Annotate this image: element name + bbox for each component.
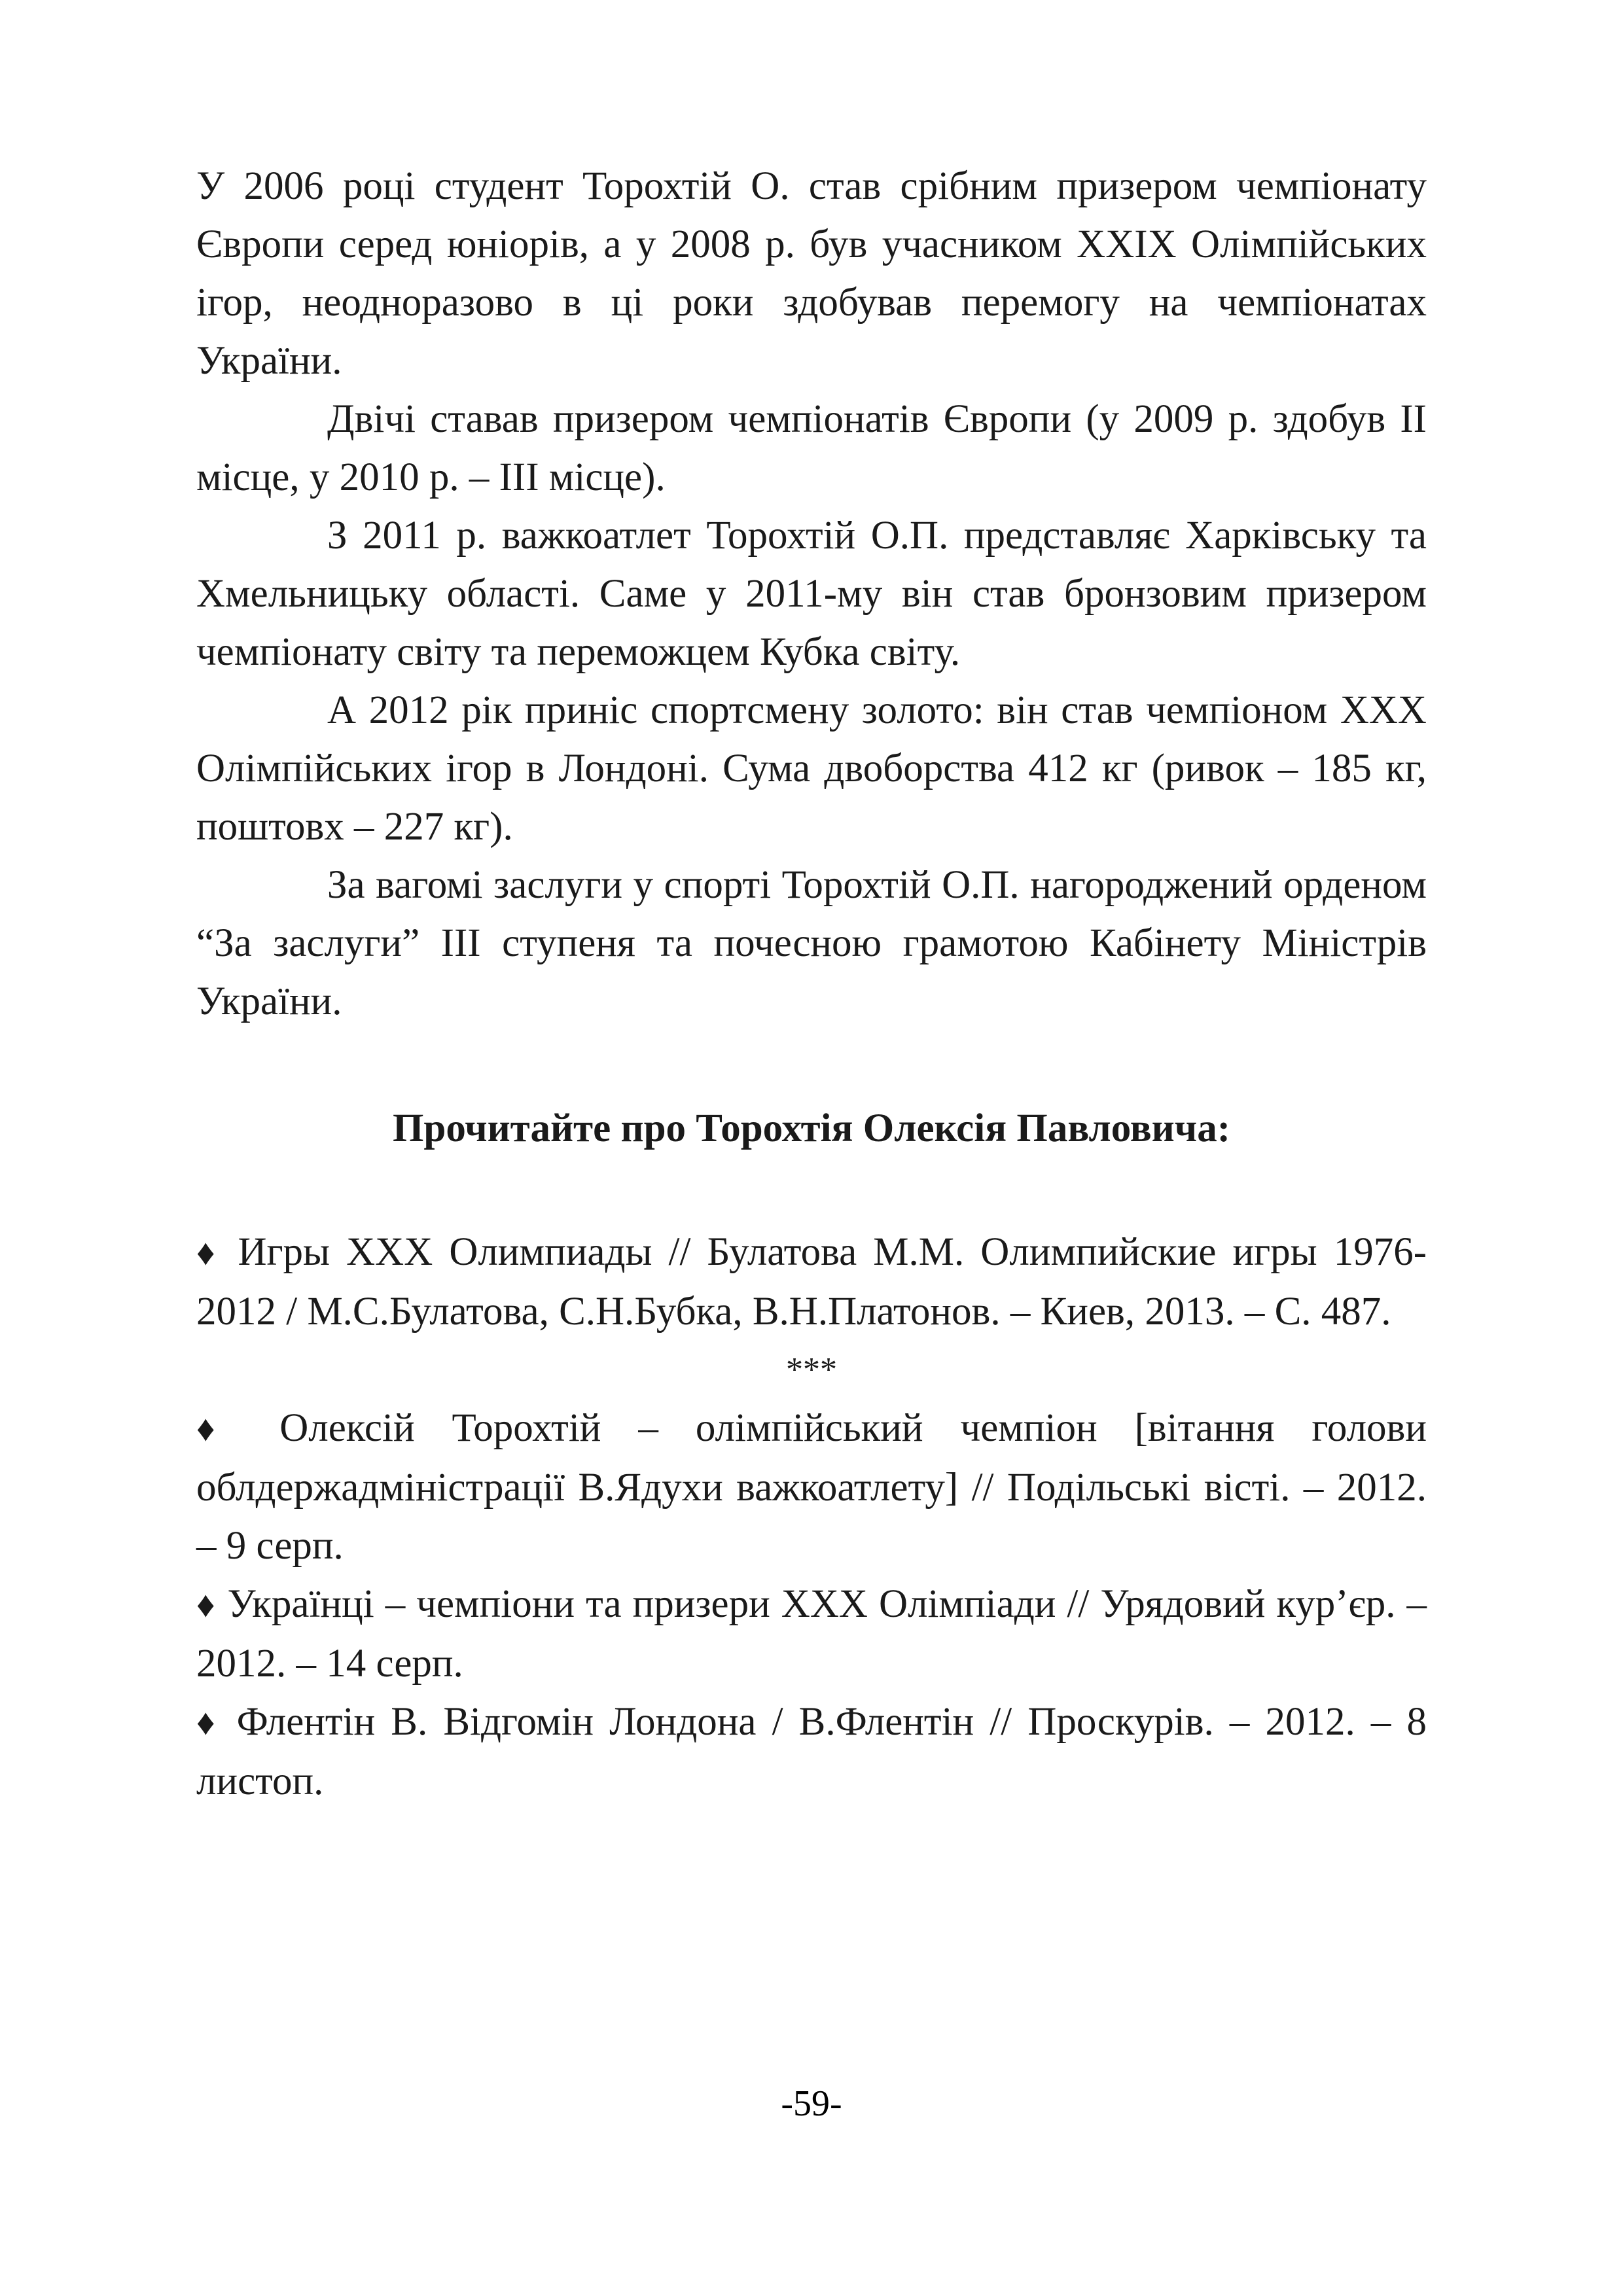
reference-text: Флентін В. Відгомін Лондона / В.Флентін // Проскурів. – 2012. – 8 листоп. [196,1700,1427,1803]
reference-text: Игры XXX Олимпиады // Булатова М.М. Олимпийские игры 1976-2012 / М.С.Булатова, С.Н.Бубка, В.Н.Платонов. – Киев, 2013. – С. 487. [196,1230,1427,1333]
reference-text: Українці – чемпіони та призери XXX Олімпіади // Урядовий кур’єр. – 2012. – 14 серп. [196,1582,1427,1686]
diamond-bullet-icon: ♦ [196,1233,222,1273]
diamond-bullet-icon: ♦ [196,1409,243,1449]
paragraph-5: За вагомі заслуги у спорті Торохтій О.П. нагороджений орденом “За заслуги” ІІІ ступеня та почесною грамотою Кабінету Міністрів України. [196,863,1427,1023]
reference-item [196,1399,1427,1575]
diamond-bullet-icon: ♦ [196,1703,221,1743]
diamond-bullet-icon: ♦ [196,1585,217,1625]
paragraph-1: У 2006 році студент Торохтій О. став срібним призером чемпіонату Європи серед юніорів, а у 2008 р. був учасником XXIX Олімпійських ігор, неодноразово в ці роки здобував перемогу на чемпіонатах України. [196,164,1427,383]
reference-item [196,1223,1427,1341]
reference-item [196,1575,1427,1693]
references-list [196,1223,1427,1810]
reference-text: Олексій Торохтій – олімпійський чемпіон [вітання голови облдержадміністрації В.Ядухи важкоатлету] // Подільські вісті. – 2012. – 9 серп. [196,1406,1427,1568]
page-number: -59- [781,2083,842,2124]
reference-item [196,1693,1427,1810]
paragraph-3: З 2011 р. важкоатлет Торохтій О.П. представляє Харківську та Хмельницьку області. Саме у 2011-му він став бронзовим призером чемпіонату світу та переможцем Кубка світу. [196,514,1427,674]
section-heading: Прочитайте про Торохтія Олексія Павловича: [392,1106,1231,1150]
separator: *** [786,1351,837,1388]
document-page [196,157,1427,2257]
paragraph-4: А 2012 рік приніс спортсмену золото: він став чемпіоном XXX Олімпійських ігор в Лондоні. Сума двоборства 412 кг (ривок – 185 кг, поштовх – 227 кг). [196,688,1427,849]
paragraph-2: Двічі ставав призером чемпіонатів Європи (у 2009 р. здобув ІІ місце, у 2010 р. – ІІІ місце). [196,397,1427,499]
